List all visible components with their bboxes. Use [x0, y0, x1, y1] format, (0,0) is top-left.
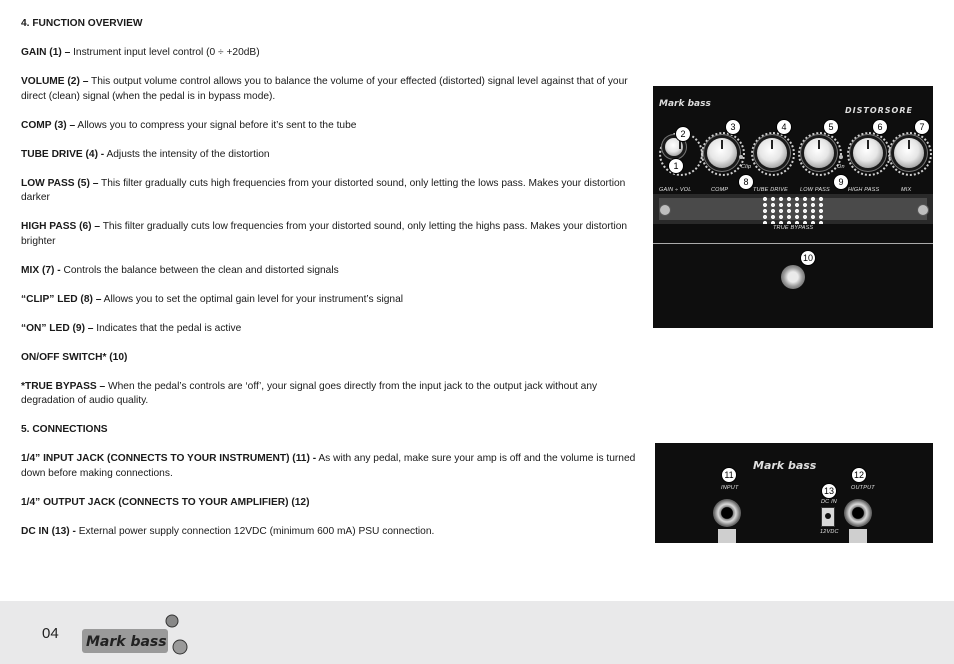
label-gain-vol: GAIN ÷ VOL	[659, 187, 692, 193]
output-jack[interactable]	[844, 499, 872, 527]
high-pass-knob[interactable]	[853, 138, 883, 168]
input-jack[interactable]	[713, 499, 741, 527]
dc-in-jack[interactable]	[821, 507, 835, 527]
volume-paragraph: VOLUME (2) – This output volume control allows you to balance the volume of your effected (distorted) signal level against that of your direct (clean) signal (when the pedal is in bypass mode).	[21, 76, 628, 102]
on-led-paragraph: “ON” LED (9) – Indicates that the pedal is active	[21, 322, 242, 334]
comp-paragraph: COMP (3) – Allows you to compress your signal before it’s sent to the tube	[21, 119, 357, 131]
true-bypass-paragraph: *TRUE BYPASS – When the pedal’s controls are ‘off’, your signal goes directly from the input jack to the output jack without any degradation of audio quality.	[21, 380, 598, 406]
svg-text:Mark bass: Mark bass	[86, 634, 167, 650]
clip-led-label: Clip	[741, 164, 752, 170]
tube-window-grille	[761, 196, 825, 224]
markbass-logo	[80, 607, 192, 661]
pedal-side-panel-image	[655, 443, 933, 543]
text-column	[21, 17, 646, 554]
clip-led	[739, 155, 743, 159]
callout-5: 5	[823, 119, 839, 135]
screw-left	[659, 204, 671, 216]
callout-7: 7	[914, 119, 930, 135]
pedal-top-panel-image	[653, 86, 933, 328]
true-bypass-label: TRUE BYPASS	[773, 225, 814, 231]
brand-logo-top	[657, 96, 717, 118]
tube-drive-paragraph: TUBE DRIVE (4) - Adjusts the intensity of the distortion	[21, 148, 270, 160]
section-heading-function-overview: 4. FUNCTION OVERVIEW	[21, 18, 143, 29]
callout-4: 4	[776, 119, 792, 135]
label-mix: MIX	[901, 187, 912, 193]
input-jack-paragraph: 1/4” INPUT JACK (CONNECTS TO YOUR INSTRUMENT) (11) - As with any pedal, make sure your amp is off and the volume is turned down before making connections.	[21, 453, 636, 479]
section-heading-connections: 5. CONNECTIONS	[21, 424, 108, 435]
input-jack-tab	[718, 529, 736, 543]
dc-in-paragraph: DC IN (13) - External power supply connection 12VDC (minimum 600 mA) PSU connection.	[21, 525, 435, 537]
callout-3: 3	[725, 119, 741, 135]
callout-12: 12	[851, 467, 867, 483]
psu-label: 12VDC	[820, 529, 839, 535]
label-high-pass: HIGH PASS	[848, 187, 880, 193]
callout-10: 10	[800, 250, 816, 266]
mix-knob[interactable]	[894, 138, 924, 168]
panel-divider	[653, 243, 933, 244]
label-low-pass: LOW PASS	[800, 187, 830, 193]
label-comp: COMP	[711, 187, 729, 193]
svg-text:Mark bass: Mark bass	[753, 459, 817, 472]
callout-9: 9	[833, 174, 849, 190]
on-led	[839, 155, 843, 159]
page-footer	[0, 601, 954, 664]
tube-drive-knob[interactable]	[757, 138, 787, 168]
label-tube-drive: TUBE DRIVE	[753, 187, 789, 193]
switch-paragraph: ON/OFF SWITCH* (10)	[21, 351, 128, 363]
callout-1: 1	[668, 158, 684, 174]
comp-knob[interactable]	[707, 138, 737, 168]
input-label: INPUT	[721, 485, 739, 491]
dc-in-label: DC IN	[821, 499, 837, 505]
low-pass-knob[interactable]	[804, 138, 834, 168]
callout-13: 13	[821, 483, 837, 499]
page-number: 04	[42, 625, 59, 642]
callout-6: 6	[872, 119, 888, 135]
callout-8: 8	[738, 174, 754, 190]
callout-2: 2	[675, 126, 691, 142]
clip-led-paragraph: “CLIP” LED (8) – Allows you to set the optimal gain level for your instrument’s signal	[21, 293, 404, 305]
low-pass-paragraph: LOW PASS (5) – This filter gradually cuts high frequencies from your distorted sound, only letting the lows pass. Makes your distortion darker	[21, 177, 626, 203]
model-name: DISTORSORE	[845, 106, 913, 115]
output-label: OUTPUT	[851, 485, 875, 491]
gain-paragraph: GAIN (1) – Instrument input level control (0 ÷ +20dB)	[21, 47, 260, 58]
output-jack-paragraph: 1/4” OUTPUT JACK (CONNECTS TO YOUR AMPLIFIER) (12)	[21, 496, 310, 508]
output-jack-tab	[849, 529, 867, 543]
screw-right	[917, 204, 929, 216]
mix-paragraph: MIX (7) - Controls the balance between the clean and distorted signals	[21, 264, 339, 276]
callout-11: 11	[721, 467, 737, 483]
svg-text:Mark bass: Mark bass	[659, 99, 711, 109]
high-pass-paragraph: HIGH PASS (6) – This filter gradually cuts low frequencies from your distorted sound, only letting the highs pass. Makes your distortion brighter	[21, 221, 628, 247]
footswitch[interactable]	[781, 265, 805, 289]
on-led-label: On	[837, 164, 845, 170]
